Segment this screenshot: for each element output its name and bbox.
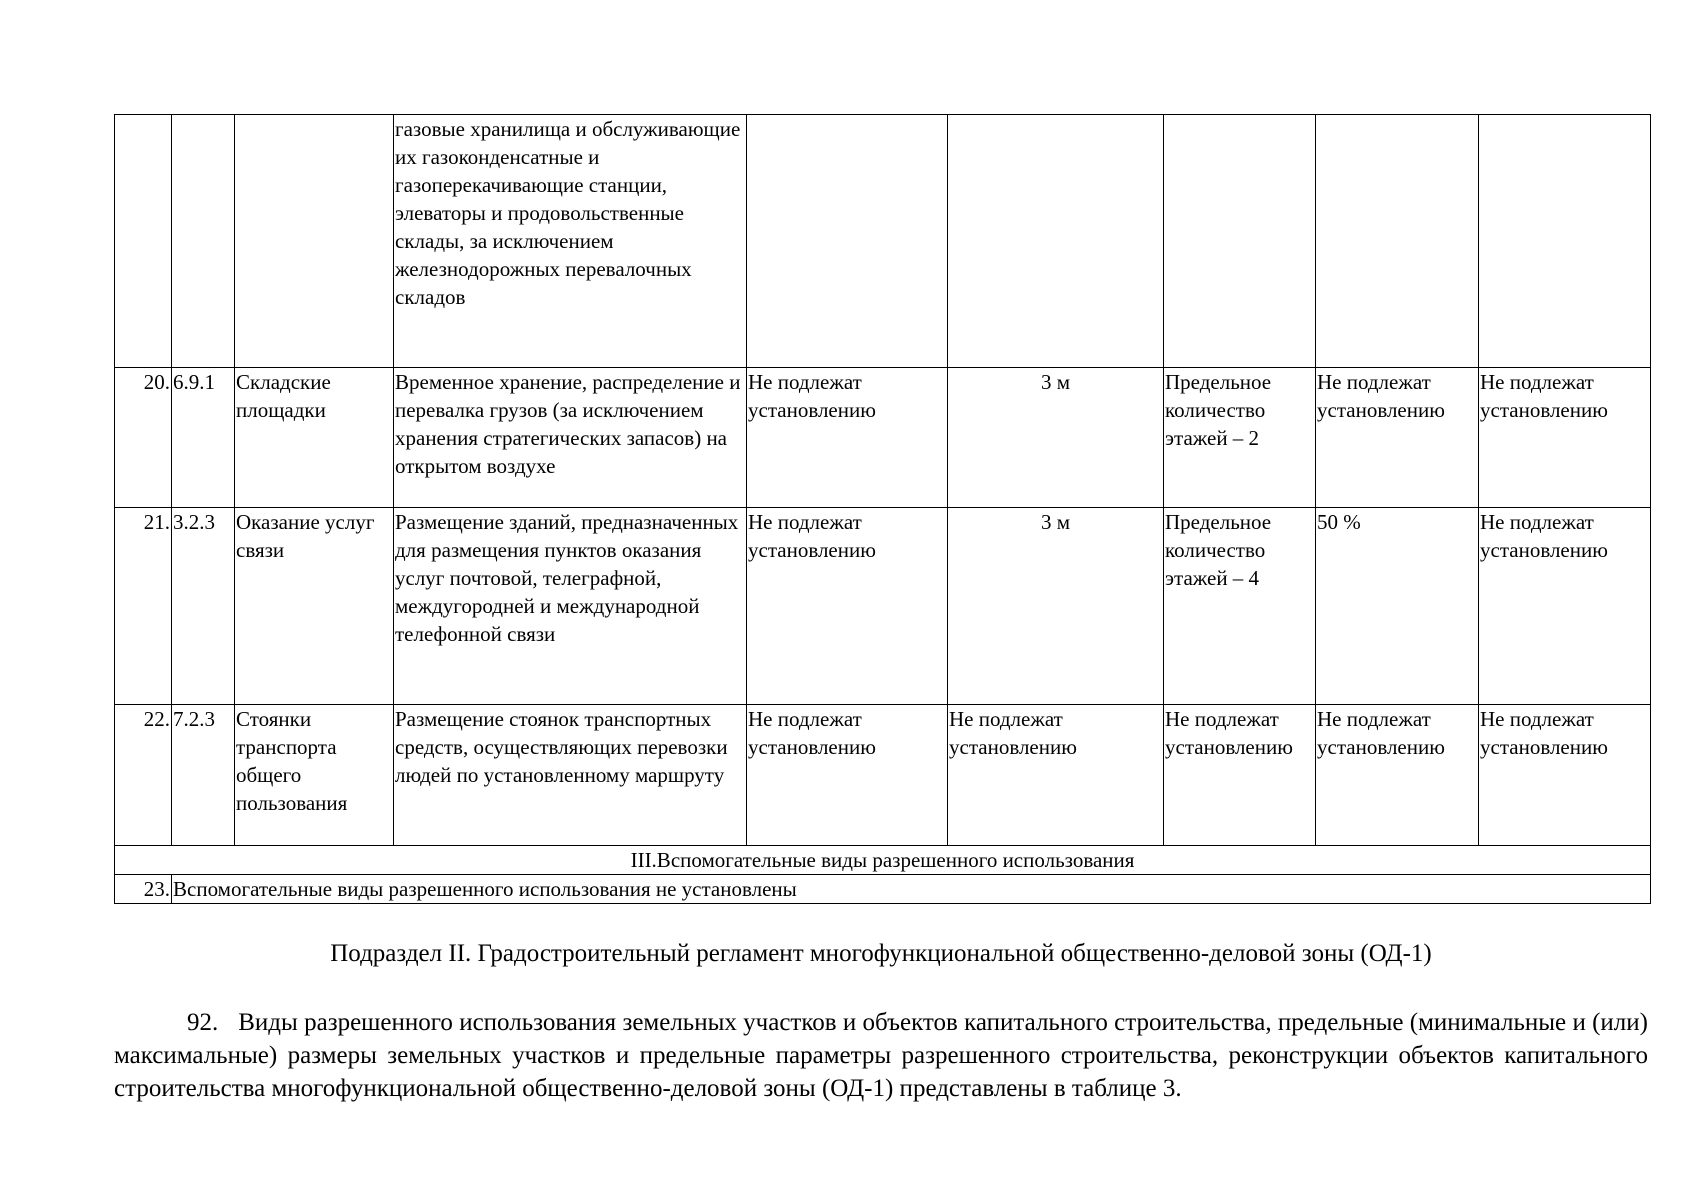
cell-col8: Не подлежат установлению xyxy=(1316,705,1479,846)
cell-name: Оказание услуг связи xyxy=(235,508,394,705)
cell-description: Размещение зданий, предназначенных для размещения пунктов оказания услуг почтовой, телеграфной, междугородней и международной телефонной связи xyxy=(394,508,747,705)
regulation-table xyxy=(114,114,1651,904)
cell-col9: Не подлежат установлению xyxy=(1479,705,1651,846)
cell-name xyxy=(235,115,394,368)
cell-col5 xyxy=(747,115,948,368)
cell-col7: Предельное количество этажей – 4 xyxy=(1164,508,1316,705)
cell-description: газовые хранилища и обслуживающие их газоконденсатные и газоперекачивающие станции, элеваторы и продовольственные склады, за исключением железнодорожных перевалочных складов xyxy=(394,115,747,368)
cell-text: Вспомогательные виды разрешенного использования не установлены xyxy=(172,875,1651,904)
section-header: III.Вспомогательные виды разрешенного использования xyxy=(115,846,1651,875)
table-row xyxy=(115,368,1651,508)
cell-col8: Не подлежат установлению xyxy=(1316,368,1479,508)
cell-code: 7.2.3 xyxy=(172,705,235,846)
cell-col7: Не подлежат установлению xyxy=(1164,705,1316,846)
cell-num: 22. xyxy=(115,705,172,846)
cell-col9: Не подлежат установлению xyxy=(1479,368,1651,508)
cell-code xyxy=(172,115,235,368)
table-row xyxy=(115,875,1651,904)
cell-num: 21. xyxy=(115,508,172,705)
cell-col5: Не подлежат установлению xyxy=(747,705,948,846)
table-row xyxy=(115,508,1651,705)
cell-col8: 50 % xyxy=(1316,508,1479,705)
cell-col7: Предельное количество этажей – 2 xyxy=(1164,368,1316,508)
cell-description: Размещение стоянок транспортных средств, осуществляющих перевозки людей по установленному маршруту xyxy=(394,705,747,846)
cell-name: Стоянки транспорта общего пользования xyxy=(235,705,394,846)
table-row xyxy=(115,705,1651,846)
cell-col6 xyxy=(948,115,1164,368)
section-header-row xyxy=(115,846,1651,875)
cell-code: 3.2.3 xyxy=(172,508,235,705)
cell-code: 6.9.1 xyxy=(172,368,235,508)
cell-col9 xyxy=(1479,115,1651,368)
cell-col5: Не подлежат установлению xyxy=(747,508,948,705)
cell-col6: 3 м xyxy=(948,508,1164,705)
cell-num: 20. xyxy=(115,368,172,508)
cell-num: 23. xyxy=(115,875,172,904)
paragraph-number: 92. xyxy=(187,1009,219,1036)
cell-col6: 3 м xyxy=(948,368,1164,508)
table-row-continuation xyxy=(115,115,1651,368)
cell-col7 xyxy=(1164,115,1316,368)
cell-col8 xyxy=(1316,115,1479,368)
paragraph-92 xyxy=(114,1006,1648,1105)
cell-num xyxy=(115,115,172,368)
subsection-title: Подраздел II. Градостроительный регламент многофункциональной общественно-деловой зоны (ОД-1) xyxy=(330,940,1432,967)
paragraph-text: Виды разрешенного использования земельных участков и объектов капитального строительства, предельные (минимальные и (или) максимальные) размеры земельных участков и предельные параметры разрешенного строительства, реконструкции объектов капитального строительства многофункциональной общественно-деловой зоны (ОД-1) представлены в таблице 3. xyxy=(114,1009,1648,1102)
cell-col9: Не подлежат установлению xyxy=(1479,508,1651,705)
cell-name: Складские площадки xyxy=(235,368,394,508)
cell-col6: Не подлежат установлению xyxy=(948,705,1164,846)
cell-col5: Не подлежат установлению xyxy=(747,368,948,508)
cell-description: Временное хранение, распределение и перевалка грузов (за исключением хранения стратегических запасов) на открытом воздухе xyxy=(394,368,747,508)
